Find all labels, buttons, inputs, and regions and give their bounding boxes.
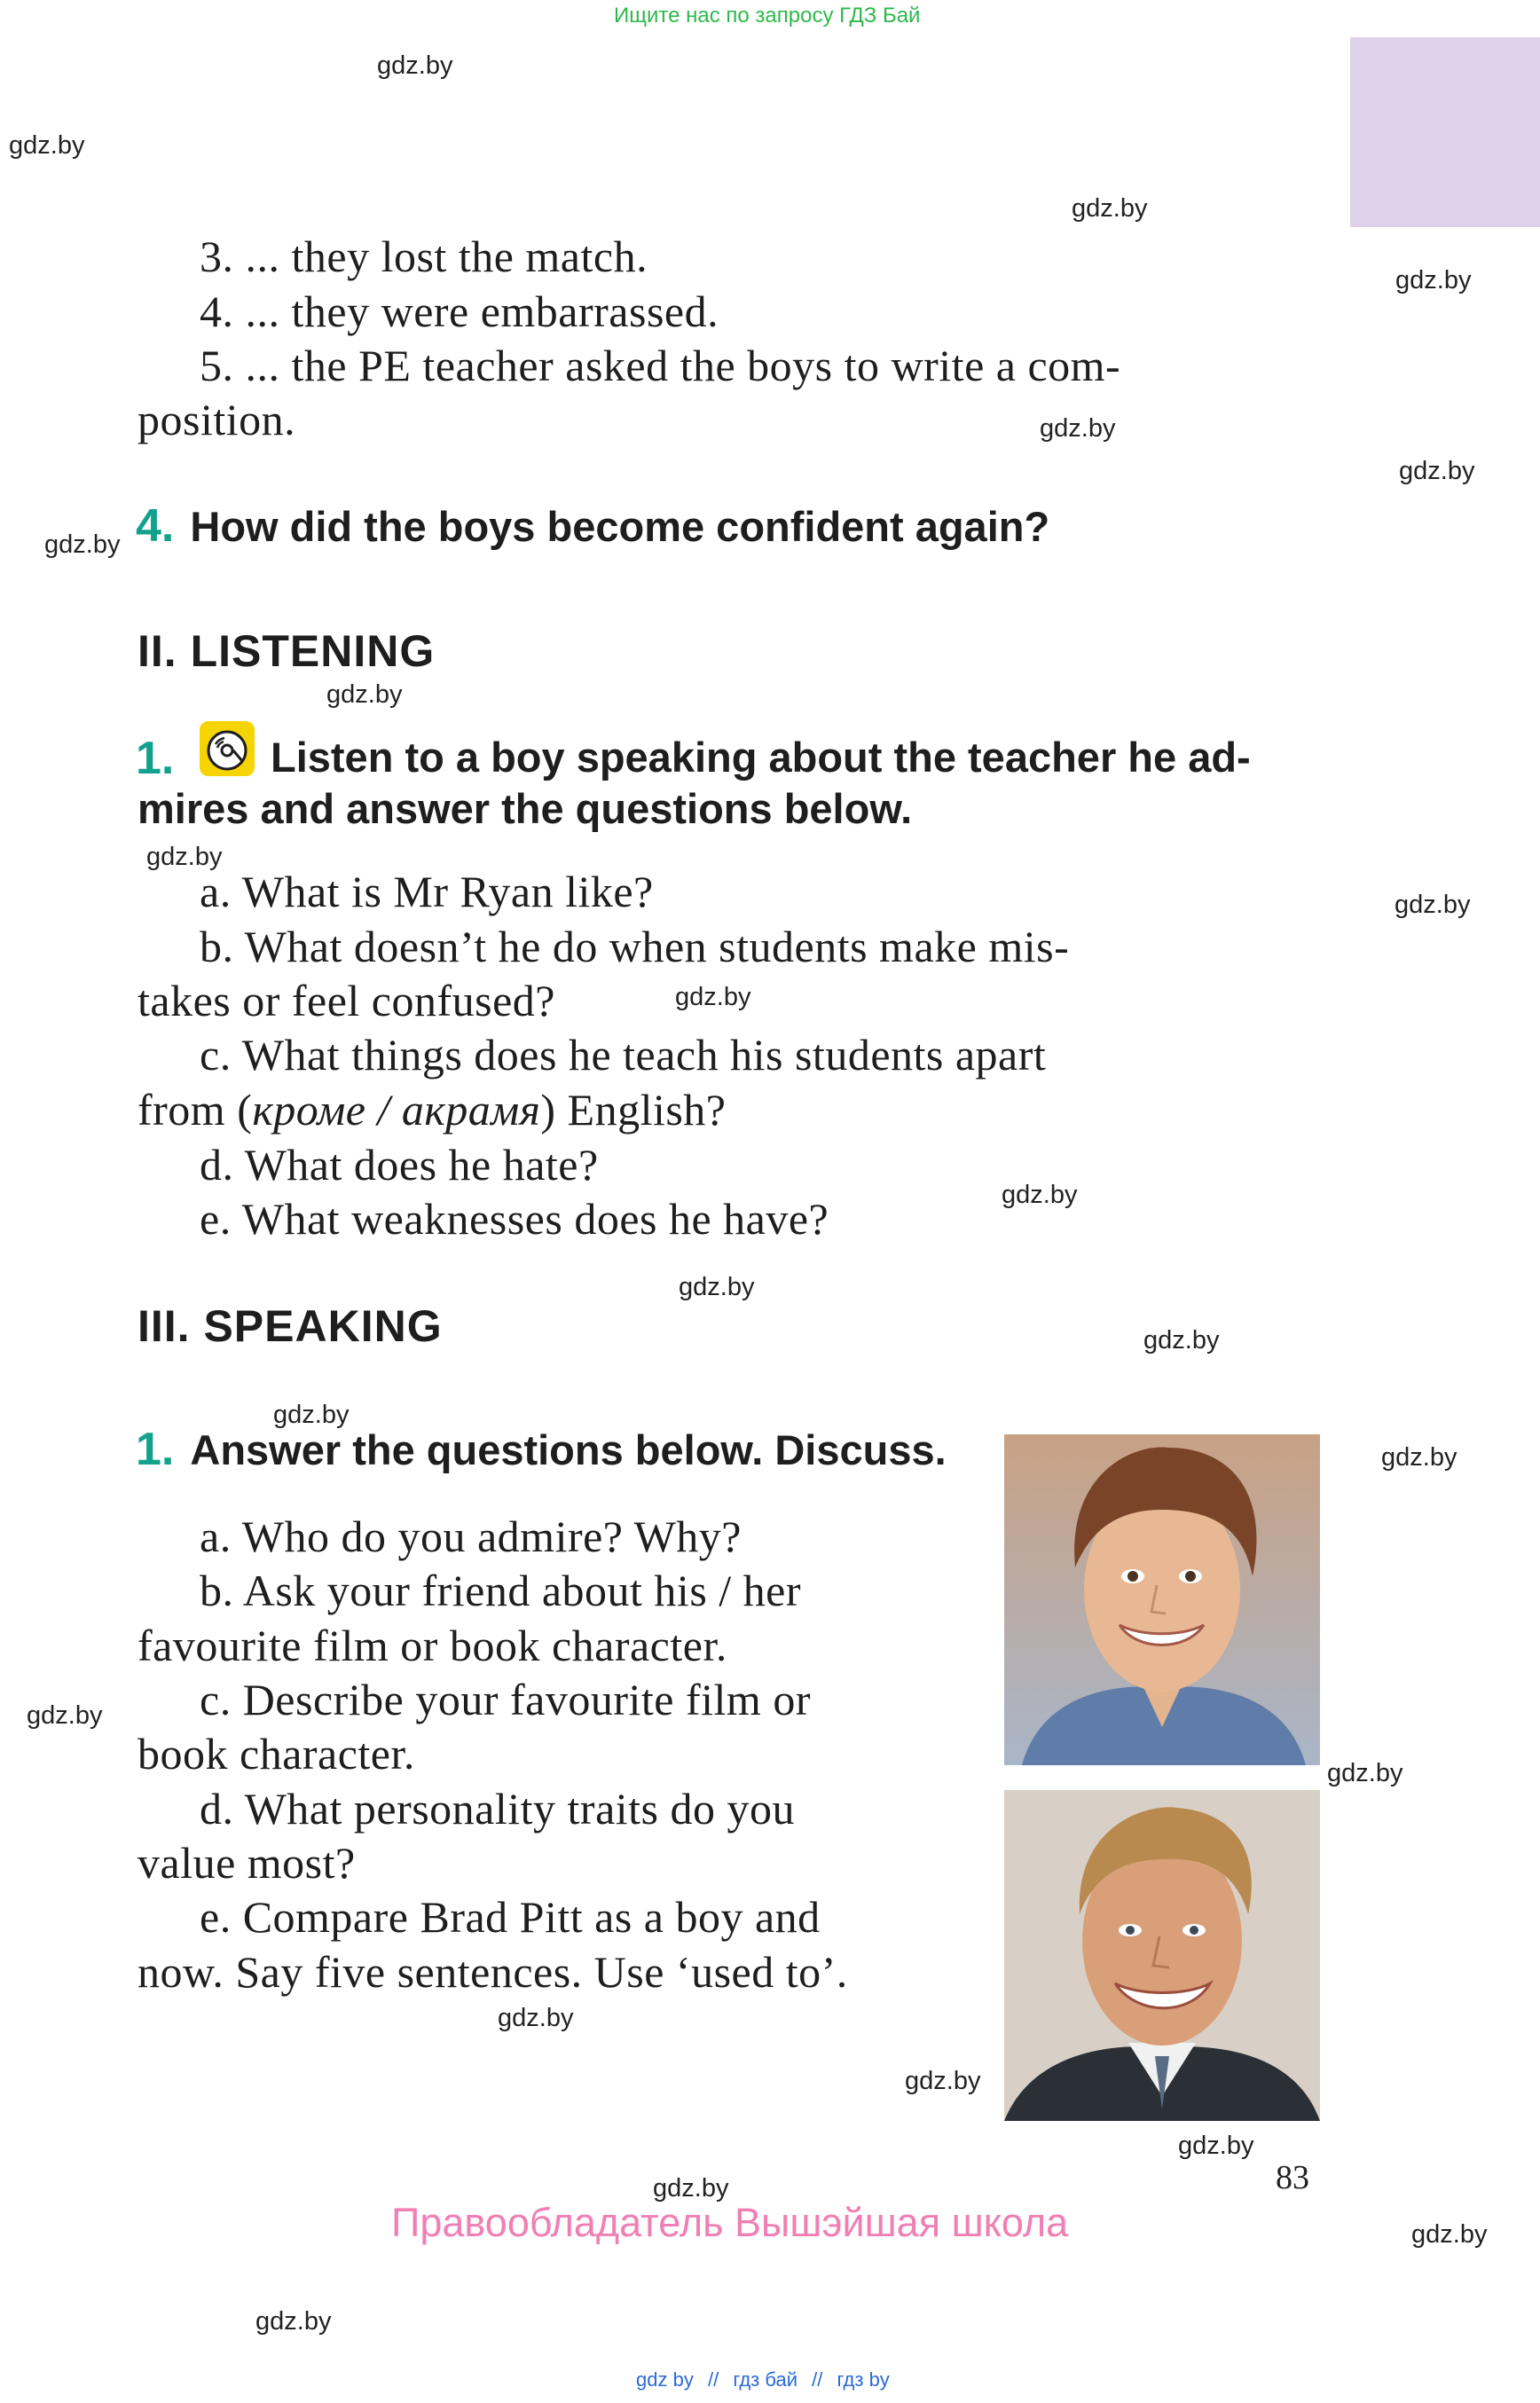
listening-q1-number-wrap — [136, 732, 174, 785]
question-text: Answer the questions below. Discuss. — [190, 1426, 947, 1473]
list-item: book character. — [138, 1729, 415, 1779]
watermark: gdz.by — [1399, 457, 1475, 485]
question-text: How did the boys become confident again? — [190, 503, 1050, 550]
page-number: 83 — [1276, 2159, 1309, 2196]
list-item: b. What doesn’t he do when students make mis- — [200, 922, 1070, 971]
list-item: d. What does he hate? — [200, 1140, 599, 1190]
watermark: gdz.by — [44, 530, 121, 559]
photo-adult-man — [1004, 1790, 1320, 2121]
watermark: gdz.by — [1395, 891, 1471, 919]
watermark: gdz.by — [1143, 1326, 1220, 1355]
list-item: takes or feel confused? — [138, 976, 555, 1025]
watermark: gdz.by — [905, 2067, 981, 2095]
watermark: gdz.by — [9, 131, 85, 160]
watermark: gdz.by — [1327, 1759, 1403, 1787]
watermark: gdz.by — [27, 1701, 103, 1730]
link-gdz-by[interactable]: gdz by — [636, 2368, 694, 2391]
translation-italic: кроме / акрамя — [252, 1085, 541, 1135]
list-item: e. What weaknesses does he have? — [200, 1194, 829, 1244]
list-item: value most? — [138, 1838, 356, 1888]
watermark: gdz.by — [273, 1401, 350, 1429]
list-item: 3. ... they lost the match. — [200, 232, 648, 281]
copyright-notice: Правообладатель Вышэйшая школа — [391, 2200, 1069, 2245]
section-title-speaking: III. SPEAKING — [138, 1301, 443, 1351]
side-color-block — [1350, 37, 1540, 227]
list-item: 4. ... they were embarrassed. — [200, 287, 719, 336]
question-number: 1. — [136, 1424, 175, 1475]
question-number: 1. — [136, 733, 175, 784]
list-item: position. — [138, 395, 296, 444]
watermark: gdz.by — [1178, 2132, 1254, 2160]
list-item: favourite film or book character. — [138, 1621, 727, 1670]
text-segment: ) English? — [540, 1085, 727, 1135]
section-title-listening: II. LISTENING — [138, 626, 436, 676]
watermark: gdz.by — [1040, 414, 1116, 443]
list-item: a. What is Mr Ryan like? — [200, 867, 654, 916]
separator: // — [707, 2368, 719, 2391]
list-item: now. Say five sentences. Use ‘used to’. — [138, 1947, 848, 1997]
audio-cd-icon — [200, 721, 255, 776]
watermark: gdz.by — [146, 843, 223, 871]
list-item: c. What things does he teach his students apart — [200, 1030, 1047, 1080]
list-item: e. Compare Brad Pitt as a boy and — [200, 1892, 821, 1942]
bottom-links — [636, 2368, 890, 2391]
link-gdz-by-cyr[interactable]: гдз by — [837, 2368, 890, 2391]
question-4 — [136, 499, 1049, 553]
list-item — [138, 1084, 727, 1135]
watermark: gdz.by — [653, 2174, 729, 2203]
photo-young-boy — [1004, 1434, 1320, 1765]
list-item: 5. ... the PE teacher asked the boys to write a com- — [200, 341, 1121, 390]
watermark: gdz.by — [1381, 1443, 1458, 1472]
watermark: gdz.by — [326, 680, 403, 709]
top-search-link[interactable]: Ищите нас по запросу ГДЗ Бай — [614, 4, 921, 27]
watermark: gdz.by — [675, 983, 751, 1011]
watermark: gdz.by — [1002, 1181, 1078, 1209]
watermark: gdz.by — [1411, 2220, 1488, 2249]
watermark: gdz.by — [377, 51, 453, 80]
list-item: c. Describe your favourite film or — [200, 1675, 811, 1724]
separator: // — [812, 2368, 823, 2391]
listening-q1-text-line1: Listen to a boy speaking about the teacher he ad- — [271, 734, 1251, 781]
speaking-q1 — [136, 1423, 947, 1476]
list-item: a. Who do you admire? Why? — [200, 1512, 742, 1561]
list-item: d. What personality traits do you — [200, 1784, 796, 1834]
watermark: gdz.by — [1395, 266, 1472, 294]
watermark: gdz.by — [1072, 194, 1148, 223]
list-item: b. Ask your friend about his / her — [200, 1566, 802, 1615]
listening-q1-text-line2: mires and answer the questions below. — [138, 785, 913, 832]
link-gdz-bai[interactable]: гдз бай — [733, 2368, 798, 2391]
watermark: gdz.by — [498, 2004, 574, 2032]
text-segment: from ( — [138, 1085, 253, 1135]
question-number: 4. — [136, 500, 175, 552]
watermark: gdz.by — [255, 2307, 332, 2336]
watermark: gdz.by — [679, 1273, 755, 1301]
